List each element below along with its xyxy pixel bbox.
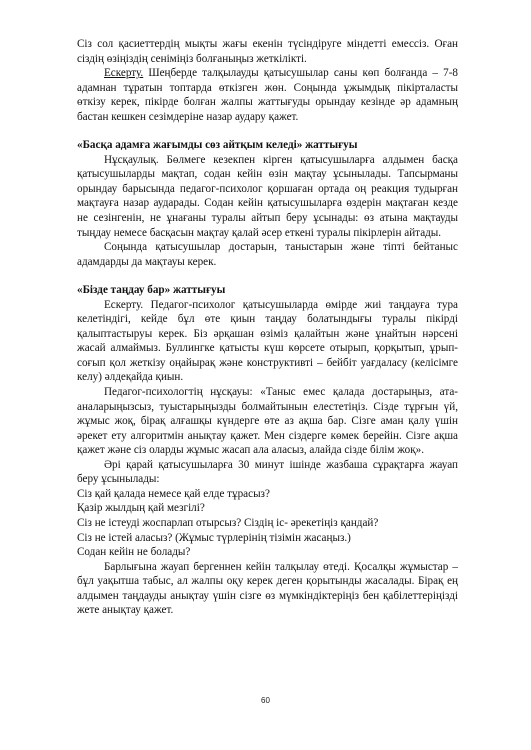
- exercise-heading-choice: «Бізде таңдау бар» жаттығуы: [77, 284, 226, 297]
- page-number: 60: [261, 696, 270, 705]
- paragraph-conclusion: Соңында қатысушылар достарын, таныстарын және тіпті бейтаныс адамдарды да мақтауы керек.: [77, 241, 458, 268]
- page-body: [77, 37, 458, 618]
- note-text: Шеңберде талқылауды қатысушылар саны көп болғанда – 7-8 адамнан тұратын топтарда өткізген жөн. Соңында ұжымдық пікірталасты өткізу керек, пікірде болған жалпы жаттығуды орындау кезінде әр адамның бастан кешкен сезімдеріне назар аудару қажет.: [77, 67, 458, 123]
- question-3: Сіз не істеуді жоспарлап отырсыз? Сіздің іс- әрекетіңіз қандай?: [77, 516, 379, 529]
- paragraph-intro: Сіз сол қасиеттердің мықты жағы екенін түсіндіруге міндетті емессіз. Оған сіздің өзіңіздің сеніміңіз болғаныңыз жеткілікті.: [77, 38, 458, 65]
- paragraph-instructions: Нұсқаулық. Бөлмеге кезекпен кірген қатысушыларға алдымен басқа қатысушыларды мақтап, содан кейін өзін мақтау ұсынылады. Тапсырманы орындау барысында педагог-психолог қоршаған ортада оң реакция тудырған мақтауға назар аударады. Содан кейін қатысушыларға өздерін мақтаған кезде не сезінгенін, не ұнағаны туралы айтып беру ұсынады: өз атына мақтауды тыңдау немесе басқасын мақтау қалай әсер еткені туралы пікірлерін айтады.: [77, 153, 458, 239]
- paragraph-note: [77, 66, 458, 124]
- question-4: Сіз не істей аласыз? (Жұмыс түрлерінің тізімін жасаңыз.): [77, 531, 351, 544]
- paragraph-task: Әрі қарай қатысушыларға 30 минут ішінде жазбаша сұрақтарға жауап беру ұсынылады:: [77, 458, 458, 486]
- question-1: Сіз қай қалада немесе қай елде тұрасыз?: [77, 487, 270, 500]
- question-2: Қазір жылдың қай мезгілі?: [77, 502, 205, 515]
- exercise-heading-praise: «Басқа адамға жағымды сөз айтқым келеді» жаттығуы: [77, 139, 358, 152]
- paragraph-final: Барлығына жауап бергеннен кейін талқылау өтеді. Қосалқы жұмыстар – бұл уақытша табыс, ал жалпы оқу керек деген қорытынды жасалады. Бірақ ең алдымен таңдауды анықтау үшін сізге өз мүмкіндіктеріңіз бен қабілеттеріңізді жете анықтау қажет.: [77, 560, 458, 617]
- paragraph-psychologist-instruction: Педагог-психологтің нұсқауы: «Таныс емес қалада достарыңыз, ата-аналарыңызсыз, туыстарыңызды болмайтынын елестетіңіз. Сізде тұрғын үй, жұмыс жоқ, бірақ алғашқы күндерге өте аз ақша бар. Сізге аман қалу үшін әрекет ету алгоритмін анықтау қажет. Мен сіздерге көмек берейін. Сізге ақша қажет және сіз оларды жұмыс жасап ала аласыз, алайда сізде білім жоқ».: [77, 386, 458, 457]
- paragraph-remark: Ескерту. Педагог-психолог қатысушыларда өмірде жиі таңдауға тура келетіндігі, кейде бұл өте қиын таңдау болатындығы туралы пікірді қалыптастыруы керек. Біз әрқашан өзіміз қалайтын және ұнайтын нәрсені жасай алмаймыз. Буллингке қатысты күш көрсете отырып, қорқытып, ұрып-соғып қол жеткізу оңайырақ және конструктивті – бейбіт уағдаласу (келісімге келу) әлдеқайда қиын.: [77, 298, 458, 384]
- note-label: Ескерту.: [104, 67, 144, 80]
- question-5: Содан кейін не болады?: [77, 546, 191, 559]
